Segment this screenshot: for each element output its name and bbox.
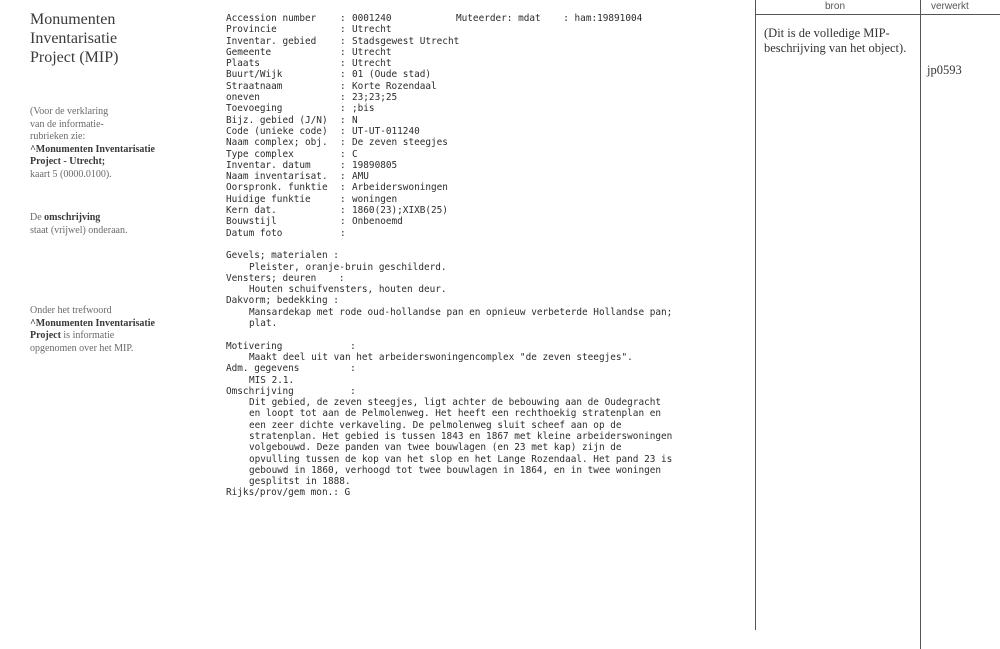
- field-colon: :: [340, 137, 346, 149]
- info-note: [30, 106, 205, 181]
- field-label: Accession number: [226, 13, 317, 24]
- note-keyword: Project - Utrecht;: [30, 156, 106, 167]
- field-row: [226, 58, 746, 69]
- field-colon: :: [340, 205, 346, 217]
- field-colon: :: [340, 69, 346, 81]
- section-text: Dit gebied, de zeven steegjes, ligt achter de bebouwing aan de Oudegracht en loopt tot aan de Pelmolenweg. Het heeft een rechthoekig stratenplan en een zeer dichte verkaveling. De pelmolenweg sluit scheef aan op de stratenplan. Het gebied is tussen 1843 en 1867 met kleine arbeiderswoningen volgebouwd. Deze panden van twee bouwlagen (en 23 met kap) zijn de opvulling tussen de kop van het slop en het Lange Rozendaal. Het pand 23 is gebouwd in 1860, verhoogd tot twee bouwlagen in 1864, en in twee woningen gesplitst in 1888.: [249, 397, 673, 488]
- section-list: [226, 250, 746, 329]
- field-row: [226, 69, 746, 80]
- field-label: Straatnaam: [226, 80, 283, 92]
- divider: [920, 0, 921, 649]
- field-value: Korte Rozendaal: [352, 80, 437, 92]
- field-colon: :: [340, 58, 346, 70]
- field-row: [226, 24, 746, 35]
- title-line: Inventarisatie: [30, 30, 118, 47]
- field-value: Utrecht: [352, 46, 392, 58]
- section-label: Motivering :: [226, 340, 356, 352]
- verwerkt-text: jp0593: [927, 63, 962, 77]
- field-label: Kern dat.: [226, 205, 277, 217]
- field-colon: :: [340, 159, 346, 171]
- note-line: kaart 5 (0000.0100).: [30, 168, 112, 180]
- header-verwerkt: verwerkt: [931, 1, 969, 12]
- field-row: [226, 182, 746, 193]
- section-list: [226, 341, 746, 488]
- field-colon: :: [340, 35, 346, 47]
- field-colon: :: [340, 193, 346, 205]
- field-colon: :: [340, 24, 346, 36]
- field-label: Huidige funktie: [226, 193, 311, 205]
- field-value: AMU: [352, 171, 369, 183]
- field-value: C: [352, 148, 358, 160]
- field-value: N: [352, 114, 358, 126]
- field-colon: :: [340, 182, 346, 194]
- field-label: Naam inventarisat.: [226, 171, 328, 183]
- title-line: Monumenten: [30, 11, 116, 28]
- field-row: [226, 205, 746, 216]
- section-text: Mansardekap met rode oud-hollandse pan en opnieuw verbeterde Hollandse pan; plat.: [249, 306, 673, 330]
- field-value: 23;23;25: [352, 92, 398, 104]
- field-colon: :: [340, 92, 346, 104]
- source-panel: [755, 0, 1000, 630]
- field-colon: :: [340, 13, 346, 24]
- field-label: Naam complex; obj.: [226, 137, 328, 149]
- field-value: Utrecht: [352, 24, 392, 36]
- field-label: Inventar. gebied: [226, 35, 317, 47]
- field-colon: :: [340, 80, 346, 92]
- field-label: Datum foto: [226, 227, 283, 239]
- divider: [755, 14, 1000, 15]
- note-line: Onder het trefwoord: [30, 305, 112, 316]
- section-label: Vensters; deuren :: [226, 272, 345, 284]
- field-value: Arbeiderswoningen: [352, 182, 448, 194]
- field-label: Oorspronk. funktie: [226, 182, 328, 194]
- field-colon: :: [340, 227, 346, 239]
- note-keyword: Project: [30, 330, 61, 341]
- field-value: Onbenoemd: [352, 216, 403, 228]
- page-title: [30, 10, 200, 67]
- field-value: 1860(23);XIXB(25): [352, 205, 448, 217]
- note-keyword: omschrijving: [44, 212, 101, 223]
- field-colon: :: [340, 114, 346, 126]
- field-row: [226, 149, 746, 160]
- field-value: 0001240: [352, 13, 392, 24]
- field-colon: :: [340, 103, 346, 115]
- field-value: ;bis: [352, 103, 375, 115]
- note-line: De: [30, 212, 45, 223]
- field-value: woningen: [352, 193, 398, 205]
- section-label: Gevels; materialen :: [226, 250, 339, 262]
- section-label: Omschrijving :: [226, 385, 356, 397]
- field-row: [226, 47, 746, 58]
- field-label: Gemeente: [226, 46, 272, 58]
- note-line: is informatie: [60, 330, 115, 341]
- field-value: Stadsgewest Utrecht: [352, 35, 460, 47]
- field-colon: :: [340, 171, 346, 183]
- note-line: van de informatie-: [30, 118, 104, 130]
- section-text: Pleister, oranje-bruin geschilderd.: [249, 261, 447, 273]
- field-label: Toevoeging: [226, 103, 283, 115]
- section-text: Houten schuifvensters, houten deur.: [249, 284, 447, 296]
- field-label: Inventar. datum: [226, 159, 311, 171]
- field-row: [226, 103, 746, 114]
- field-row: [226, 216, 746, 227]
- bron-text: (Dit is de volledige MIP-beschrijving van het object).: [764, 26, 907, 55]
- field-colon: :: [340, 216, 346, 228]
- record-body: [226, 13, 746, 499]
- field-row: [226, 81, 746, 92]
- section-label: Dakvorm; bedekking :: [226, 295, 339, 307]
- field-row: [226, 171, 746, 182]
- field-colon: :: [340, 46, 346, 58]
- title-line: Project (MIP): [30, 49, 119, 66]
- note-line: (Voor de verklaring: [30, 106, 109, 117]
- divider: [755, 0, 756, 630]
- field-label: Type complex: [226, 148, 294, 160]
- section-text: MIS 2.1.: [249, 374, 295, 386]
- field-label: Bijz. gebied (J/N): [226, 114, 328, 126]
- field-value: 01 (Oude stad): [352, 69, 432, 81]
- header-bron: bron: [825, 1, 846, 12]
- field-list: [226, 13, 746, 239]
- field-value: UT-UT-011240: [352, 125, 420, 137]
- monument-status: Rijks/prov/gem mon.: G: [226, 487, 351, 499]
- note-keyword: ^Monumenten Inventarisatie: [30, 143, 155, 155]
- field-label: oneven: [226, 92, 260, 104]
- field-row: [226, 160, 746, 171]
- field-colon: :: [340, 148, 346, 160]
- field-row: [226, 137, 746, 148]
- field-row: [226, 194, 746, 205]
- note-line: staat (vrijwel) onderaan.: [30, 224, 128, 236]
- field-label: Buurt/Wijk: [226, 69, 283, 81]
- description-note: [30, 212, 205, 237]
- section-text: Maakt deel uit van het arbeiderswoningencomplex "de zeven steegjes".: [249, 351, 633, 363]
- field-row: [226, 92, 746, 103]
- field-label: Code (unieke code): [226, 125, 328, 137]
- field-value: De zeven steegjes: [352, 137, 448, 149]
- field-row: [226, 115, 746, 126]
- field-label: Plaats: [226, 58, 260, 70]
- mutation-info: Muteerder: mdat : ham:19891004: [456, 13, 643, 24]
- note-line: opgenomen over het MIP.: [30, 342, 134, 354]
- keyword-note: [30, 305, 205, 355]
- note-line: rubrieken zie:: [30, 131, 86, 142]
- field-label: Provincie: [226, 24, 277, 36]
- note-keyword: ^Monumenten Inventarisatie: [30, 317, 155, 329]
- field-row: [226, 228, 746, 239]
- field-value: Utrecht: [352, 58, 392, 70]
- field-row: [226, 36, 746, 47]
- field-colon: :: [340, 125, 346, 137]
- field-value: 19890805: [352, 159, 398, 171]
- field-row: [226, 126, 746, 137]
- section-label: Adm. gegevens :: [226, 363, 356, 375]
- field-label: Bouwstijl: [226, 216, 277, 228]
